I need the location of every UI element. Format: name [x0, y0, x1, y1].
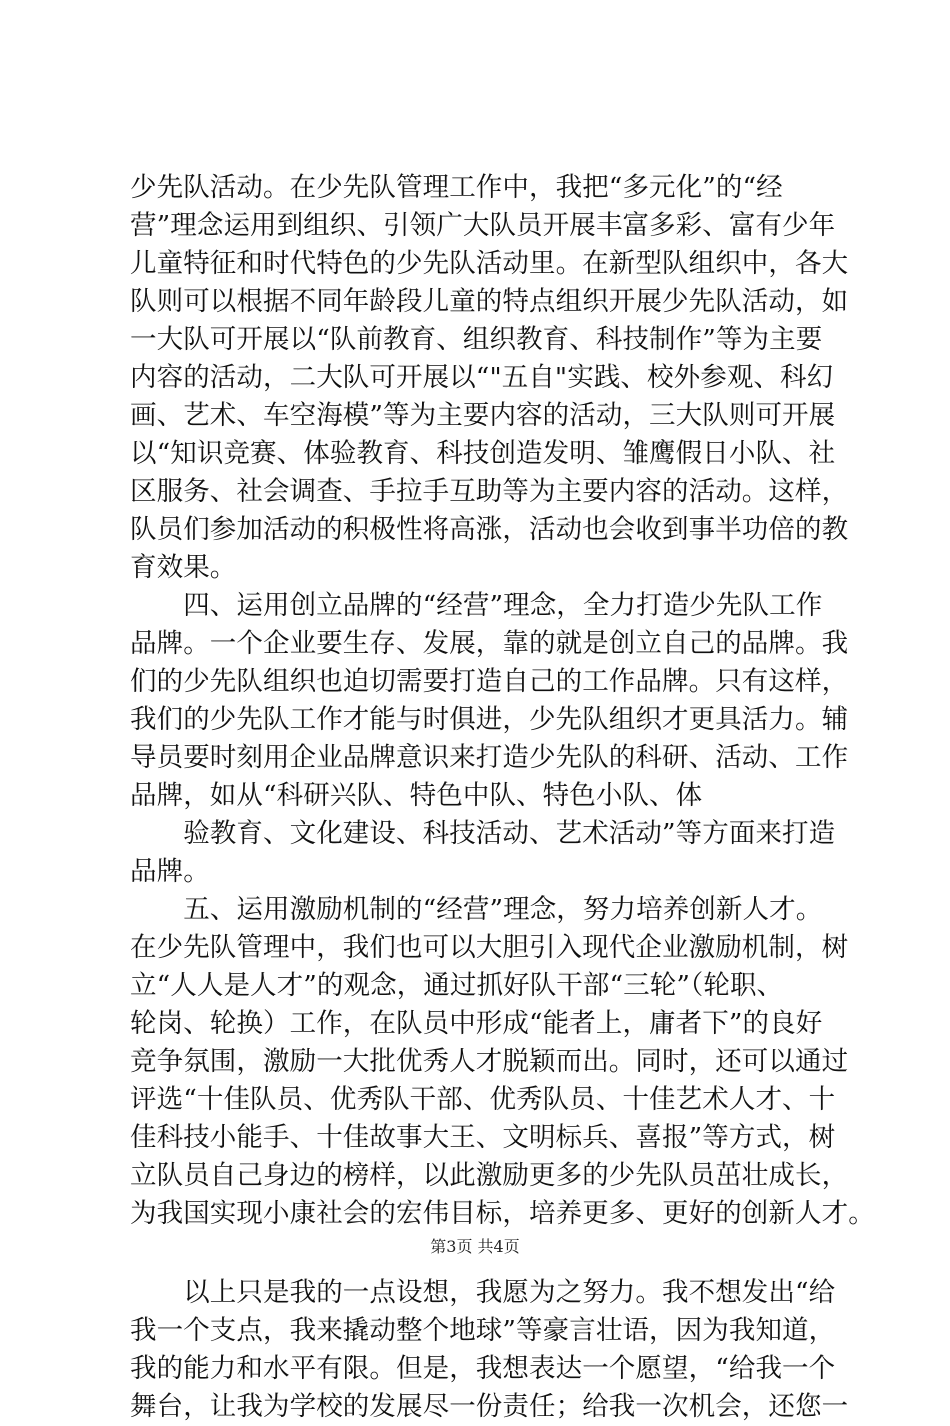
text-line: 导员要时刻用企业品牌意识来打造少先队的科研、活动、工作 [130, 742, 849, 773]
text-line: 轮岗、轮换）工作，在队员中形成“能者上，庸者下”的良好 [130, 1008, 823, 1039]
text-line: 四、运用创立品牌的“经营”理念，全力打造少先队工作 [130, 590, 823, 621]
text-line: 育效果。 [130, 552, 237, 583]
text-line: 们的少先队组织也迫切需要打造自己的工作品牌。只有这样， [130, 666, 849, 697]
closing-text-line: 以上只是我的一点设想，我愿为之努力。我不想发出“给 [130, 1277, 836, 1308]
text-line: 我们的少先队工作才能与时俱进，少先队组织才更具活力。辅 [130, 704, 849, 735]
text-line: 竞争氛围，激励一大批优秀人才脱颖而出。同时，还可以通过 [130, 1046, 849, 1077]
text-line: 评选“十佳队员、优秀队干部、优秀队员、十佳艺术人才、十 [130, 1084, 836, 1115]
text-line: 以“知识竞赛、体验教育、科技创造发明、雏鹰假日小队、社 [130, 438, 836, 469]
text-line: 在少先队管理中，我们也可以大胆引入现代企业激励机制，树 [130, 932, 849, 963]
text-line: 一大队可开展以“队前教育、组织教育、科技制作”等为主要 [130, 324, 823, 355]
text-line: 队员们参加活动的积极性将高涨，活动也会收到事半功倍的教 [130, 514, 849, 545]
text-line: 立队员自己身边的榜样，以此激励更多的少先队员茁壮成长， [130, 1160, 849, 1191]
text-line: 少先队活动。在少先队管理工作中，我把“多元化”的“经 [130, 172, 783, 203]
closing-text-line: 我的能力和水平有限。但是，我想表达一个愿望，“给我一个 [130, 1353, 836, 1384]
closing-text-line: 我一个支点，我来撬动整个地球”等豪言壮语，因为我知道， [130, 1315, 836, 1346]
text-line: 验教育、文化建设、科技活动、艺术活动”等方面来打造 [130, 818, 836, 849]
text-line: 品牌。 [130, 856, 210, 887]
closing-text-line: 舞台，让我为学校的发展尽一份责任；给我一次机会，还您一 [130, 1391, 849, 1422]
page-number: 第3页 共4页 [430, 1237, 520, 1256]
text-line: 队则可以根据不同年龄段儿童的特点组织开展少先队活动，如 [130, 286, 849, 317]
text-line: 立“人人是人才”的观念，通过抓好队干部“三轮”（轮职、 [130, 970, 784, 1001]
text-line: 品牌。一个企业要生存、发展，靠的就是创立自己的品牌。我 [130, 628, 849, 659]
text-line: 画、艺术、车空海模”等为主要内容的活动，三大队则可开展 [130, 400, 836, 431]
text-line: 内容的活动，二大队可开展以“"五自"实践、校外参观、科幻 [130, 362, 834, 393]
text-line: 为我国实现小康社会的宏伟目标，培养更多、更好的创新人才。 [130, 1198, 875, 1229]
text-line: 佳科技小能手、十佳故事大王、文明标兵、喜报”等方式，树 [130, 1122, 836, 1153]
text-line: 营”理念运用到组织、引领广大队员开展丰富多彩、富有少年 [130, 210, 836, 241]
text-line: 品牌，如从“科研兴队、特色中队、特色小队、体 [130, 780, 703, 811]
text-line: 区服务、社会调查、手拉手互助等为主要内容的活动。这样， [130, 476, 849, 507]
text-line: 儿童特征和时代特色的少先队活动里。在新型队组织中，各大 [130, 248, 849, 279]
text-line: 五、运用激励机制的“经营”理念，努力培养创新人才。 [130, 894, 823, 925]
